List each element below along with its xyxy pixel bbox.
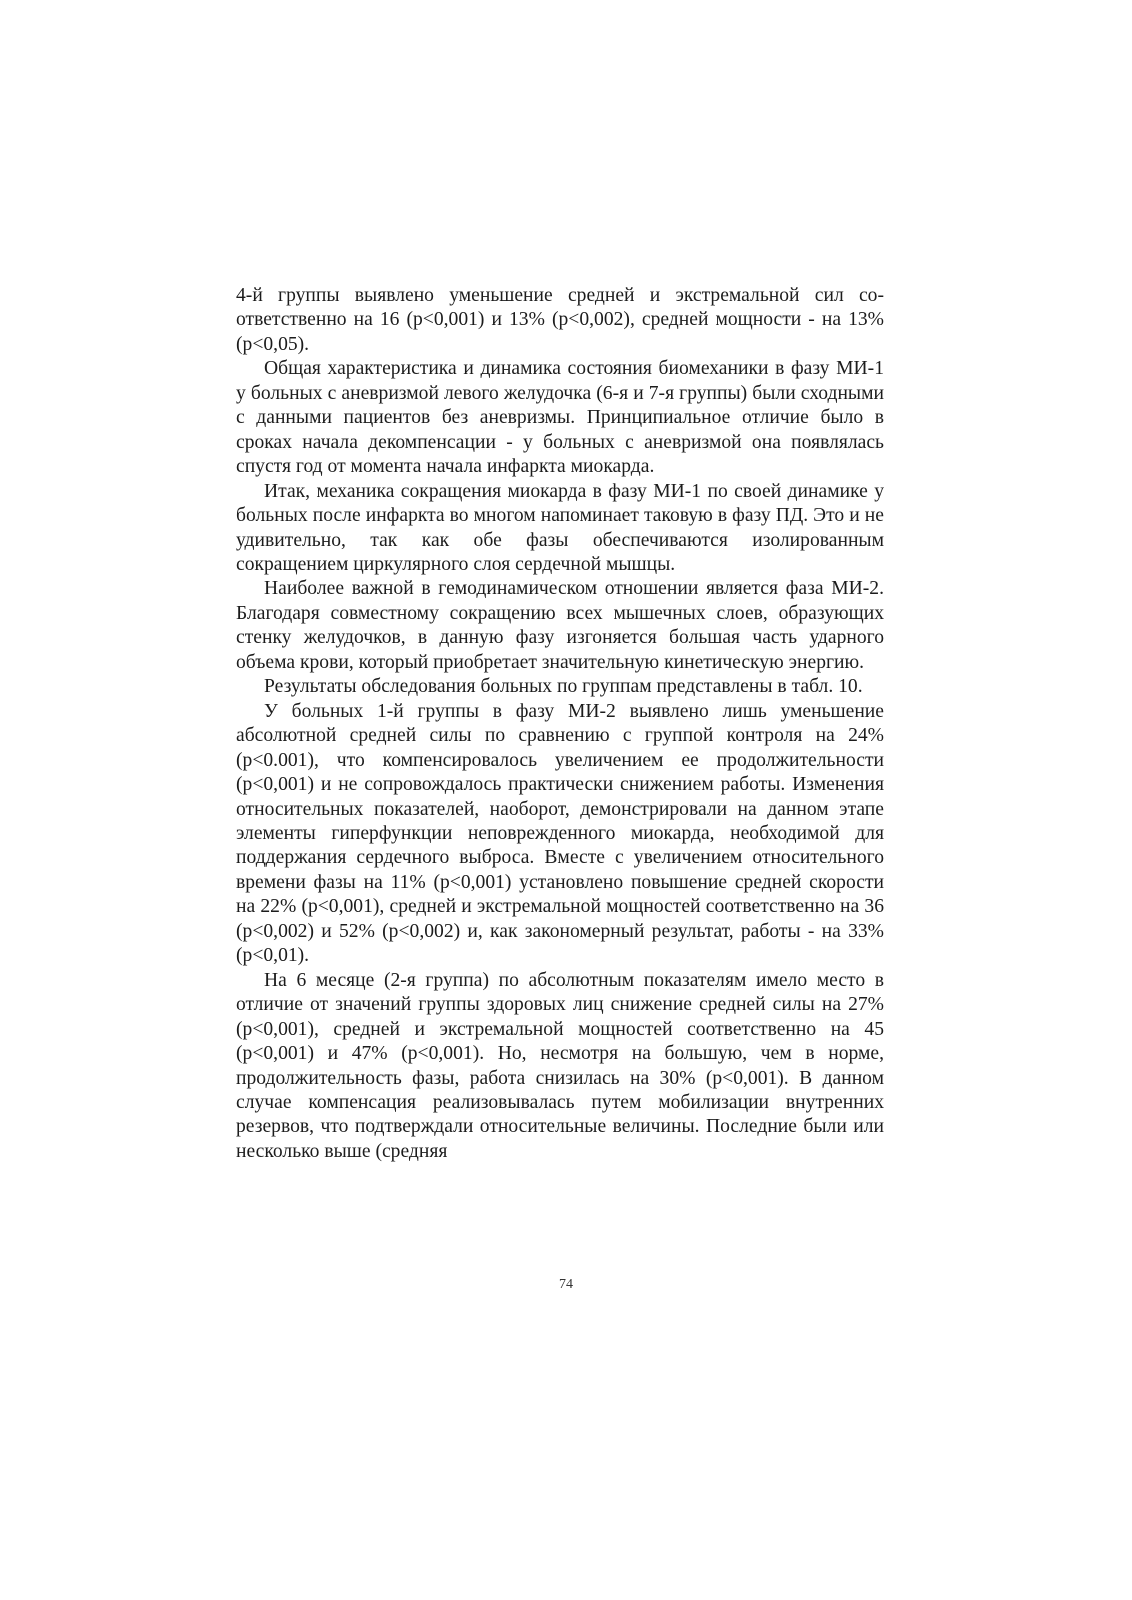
page-number: 74 [559, 1277, 573, 1292]
paragraph: У больных 1-й группы в фазу МИ-2 выявлено лишь уменьшение абсолютной средней силы по сравнению с группой контроля на 24% (p<0.001), что компенсировалось увеличением ее продолжительности (p<0,001) и не сопровождалось практически снижением работы. Изменения относительных показателей, наоборот, демонстрировали на данном этапе элементы гиперфункции неповрежденного миокарда, необходимой для поддержания сердечного выброса. Вместе с увеличением относительного времени фазы на 11% (p<0,001) установлено повышение средней скорости на 22% (p<0,001), средней и экстремальной мощностей соответственно на 36 (p<0,002) и 52% (p<0,002) и, как закономерный результат, работы - на 33% (p<0,01). [236, 700, 884, 967]
paragraph: Итак, механика сокращения миокарда в фазу МИ-1 по своей динамике у больных после инфаркта во многом напоминает таковую в фазу ПД. Это и не удивительно, так как обе фазы обеспечиваются изолированным сокращением циркулярного слоя сердечной мышцы. [236, 480, 884, 575]
body-text [236, 284, 884, 1164]
paragraph: На 6 месяце (2-я группа) по абсолютным показателям имело место в отличие от значений группы здоровых лиц снижение средней силы на 27% (p<0,001), средней и экстремальной мощностей соответственно на 45 (p<0,001) и 47% (p<0,001). Но, несмотря на большую, чем в норме, продолжительность фазы, работа снизилась на 30% (p<0,001). В данном случае компенсация реализовывалась путем мобилизации внутренних резервов, что подтверждали относительные величины. Последние были или несколько выше (средняя [236, 969, 884, 1162]
paragraph: 4-й группы выявлено уменьшение средней и экстремальной сил соответственно на 16 (p<0,001) и 13% (p<0,002), средней мощности - на 13% (p<0,05). [236, 285, 884, 355]
paragraph: Результаты обследования больных по группам представлены в табл. 10. [264, 676, 863, 698]
paragraph: Наиболее важной в гемодинамическом отношении является фаза МИ-2. Благодаря совместному сокращению всех мышечных слоев, образующих стенку желудочков, в данную фазу изгоняется большая часть ударного объема крови, который приобретает значительную кинетическую энергию. [236, 578, 884, 673]
paragraph: Общая характеристика и динамика состояния биомеханики в фазу МИ-1 у больных с аневризмой левого желудочка (6-я и 7-я группы) были сходными с данными пациентов без аневризмы. Принципиальное отличие было в сроках начала декомпенсации - у больных с аневризмой она появлялась спустя год от момента начала инфаркта миокарда. [236, 358, 884, 478]
